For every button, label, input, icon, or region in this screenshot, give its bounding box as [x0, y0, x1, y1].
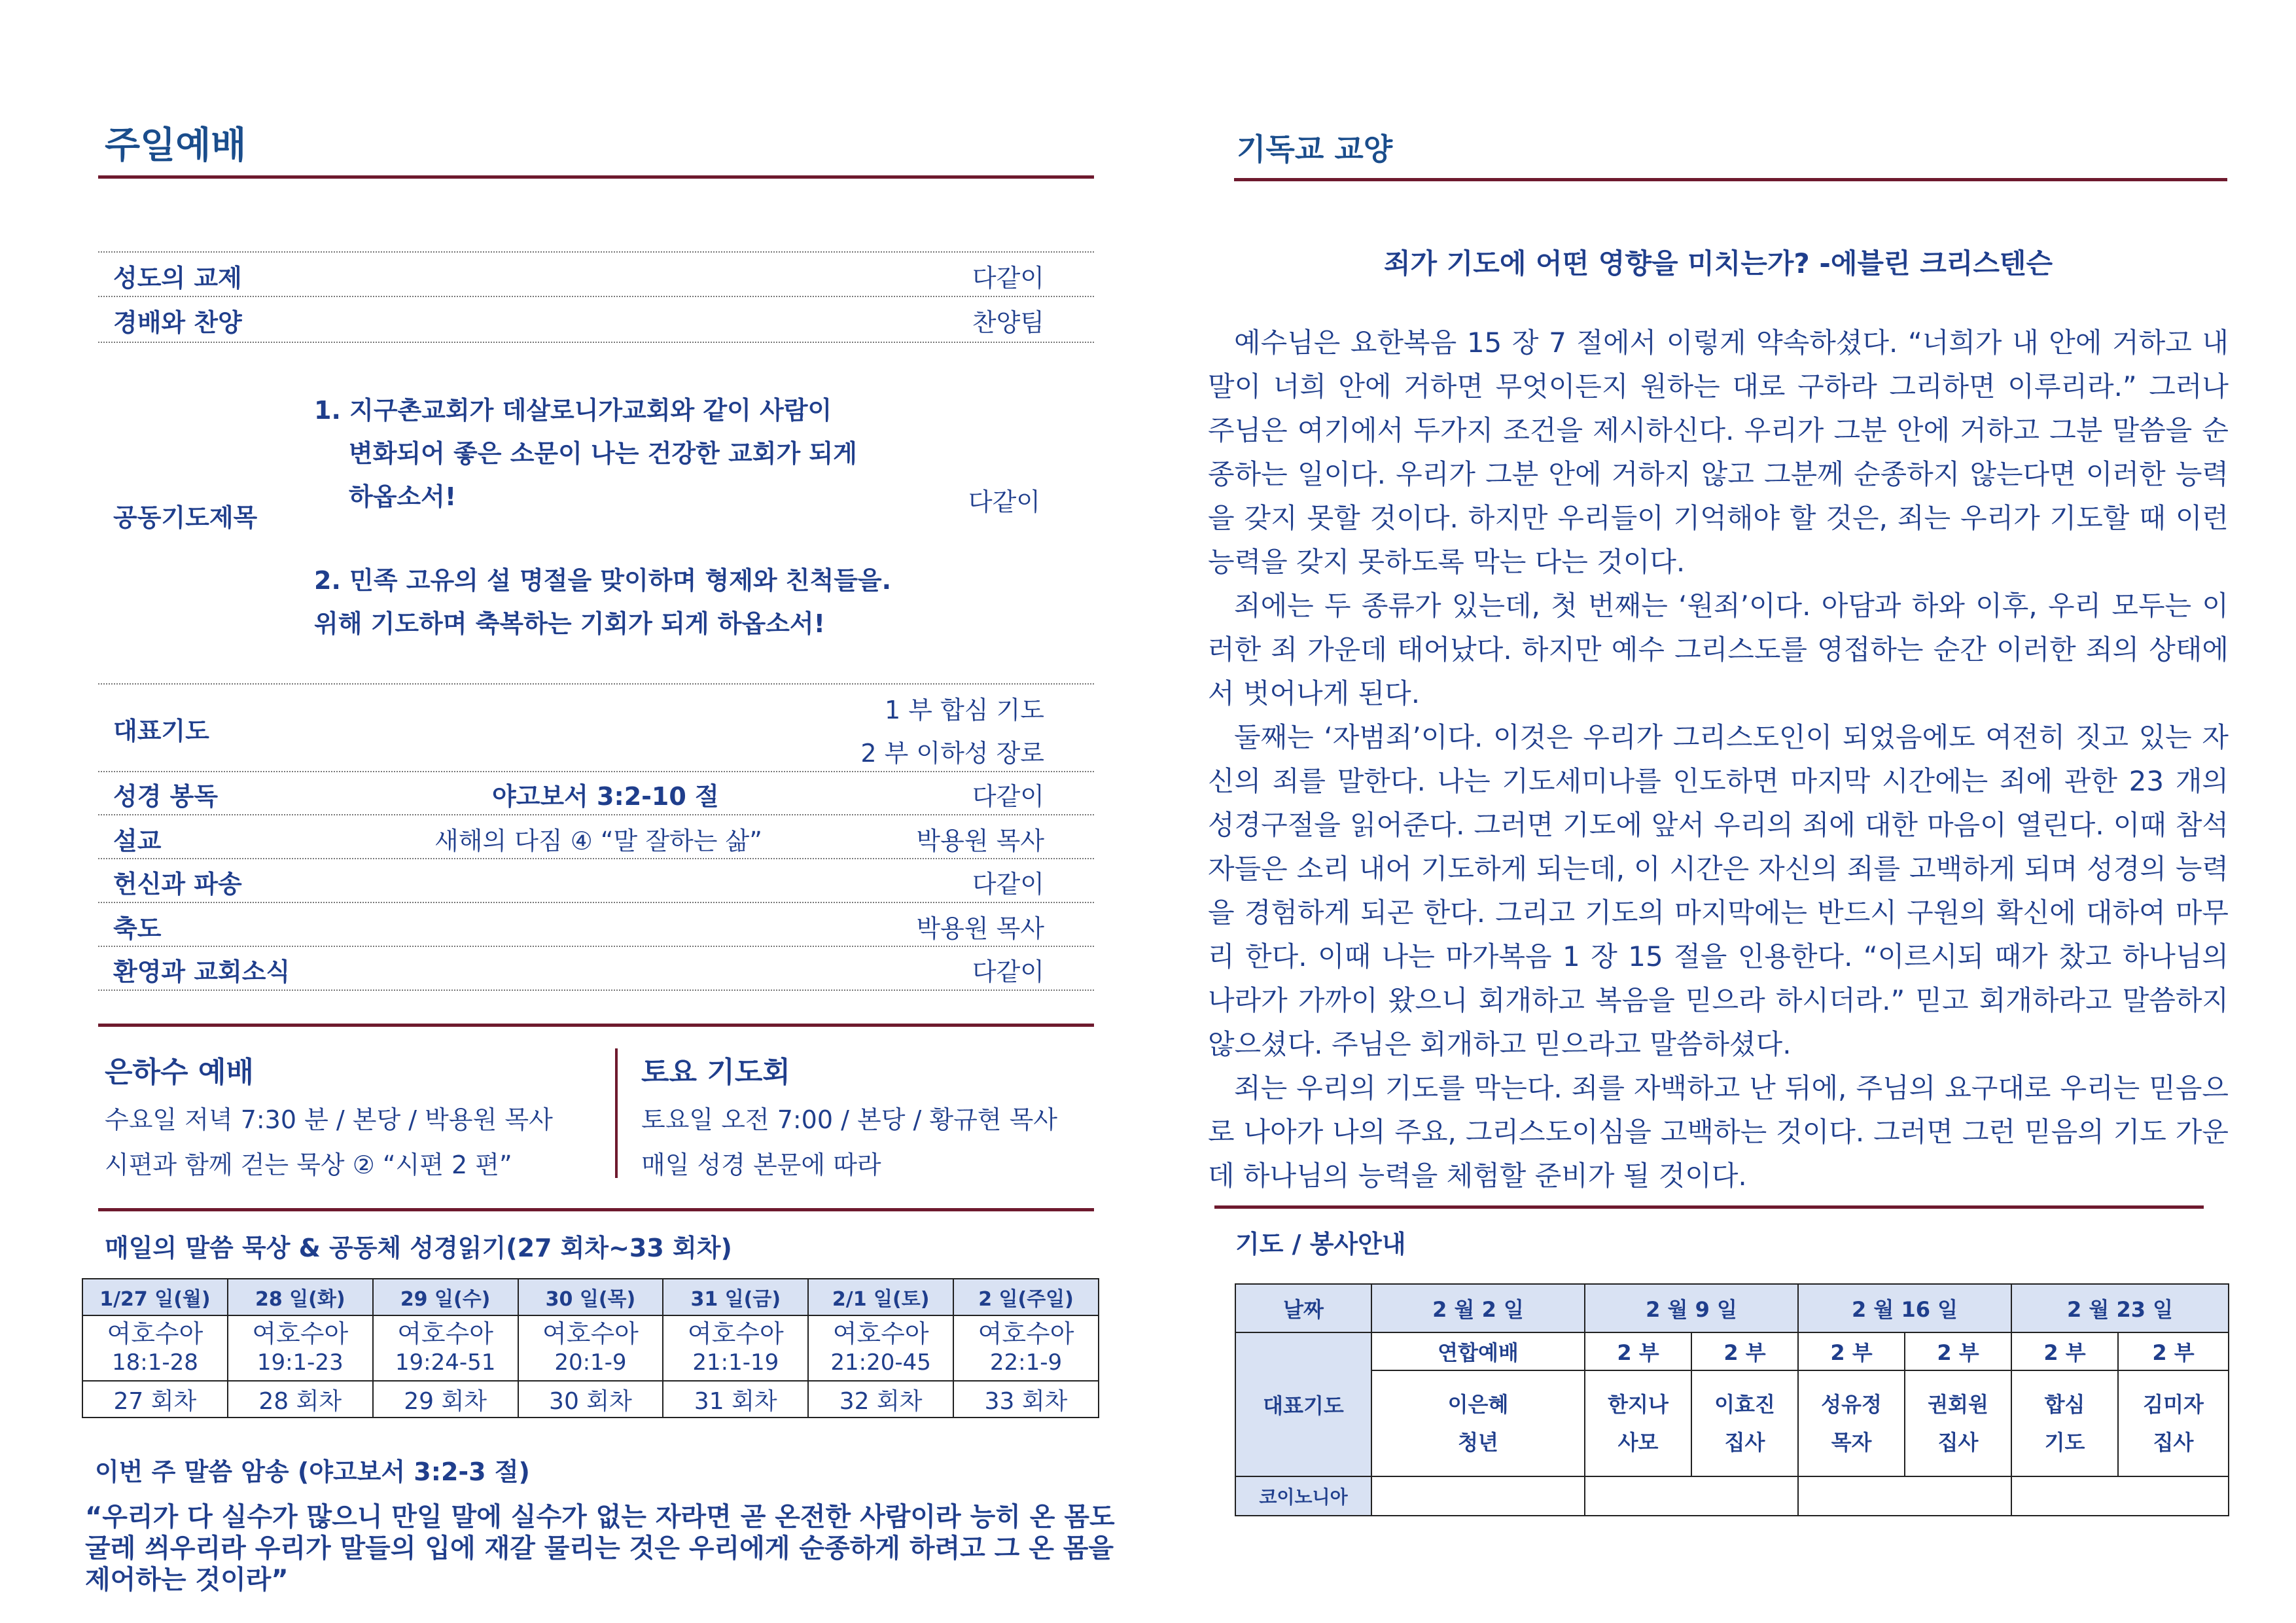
blessing-value: 박용원 목사 — [916, 914, 1044, 943]
prayer-topic-1-line: 하옵소서! — [349, 482, 457, 511]
prayer-topic-1-line: 1. 지구촌교회가 데살로니가교회와 같이 사람이 — [314, 396, 832, 425]
memory-verse-line: 제어하는 것이라” — [85, 1565, 289, 1595]
reading-cell — [82, 1315, 228, 1381]
reading-book: 여호수아 — [252, 1319, 349, 1348]
service-name — [2118, 1370, 2229, 1476]
name-line: 사모 — [1617, 1430, 1659, 1455]
reading-book: 여호수아 — [687, 1319, 784, 1348]
memory-title: 이번 주 말씀 암송 (야고보서 3:2-3 절) — [95, 1457, 530, 1486]
reading-cell — [228, 1315, 373, 1381]
empty-cell — [1371, 1476, 1585, 1516]
reading-ref: 18:1-28 — [111, 1349, 198, 1376]
service-table — [1235, 1283, 2229, 1516]
divider — [98, 902, 1094, 903]
reading-ref: 21:1-19 — [692, 1349, 779, 1376]
order-value: 다같이 — [972, 264, 1044, 293]
article-paragraph: 둘째는 ‘자범죄’이다. 이것은 우리가 그리스도인이 되었음에도 여전히 짓고 있는 자신의 죄를 말한다. 나는 기도세미나를 인도하면 마지막 시간에는 죄에 관한 23 개의 성경구절을 읽어준다. 그러면 기도에 앞서 우리의 죄에 대한 마음이 열린다. 이때 참석자들은 소리 내어 기도하게 되는데, 이 시간은 자신의 죄를 고백하게 되며 성경의 능력을 경험하게 되곤 한다. 그리고 기도의 마지막에는 반드시 구원의 확신에 대하여 마무리 한다. 이때 나는 마가복음 1 장 15 절을 인용한다. “이르시되 때가 찼고 하나님의 나라가 가까이 왔으니 회개하고 복음을 믿으라 하시더라.” 믿고 회개하라고 말씀하지 않으셨다. 주님은 회개하고 믿으라고 말씀하셨다. — [1208, 721, 2229, 1060]
divider — [98, 251, 1094, 253]
service-date: 2 월 23 일 — [2011, 1284, 2229, 1332]
reading-book: 여호수아 — [397, 1319, 494, 1348]
wednesday-line: 시편과 함께 걷는 묵상 ② “시편 2 편” — [105, 1150, 512, 1179]
service-name — [1905, 1370, 2011, 1476]
article-paragraph: 죄는 우리의 기도를 막는다. 죄를 자백하고 난 뒤에, 주님의 요구대로 우리는 믿음으로 나아가 나의 주요, 그리스도이심을 고백하는 것이다. 그러면 그런 믿음의 기도 가운데 하나님의 능력을 체험할 준비가 될 것이다. — [1208, 1072, 2229, 1192]
sermon-title: 새해의 다짐 ④ “말 잘하는 삶” — [434, 827, 762, 855]
saturday-line: 토요일 오전 7:00 / 본당 / 황규현 목사 — [641, 1105, 1057, 1134]
divider — [98, 946, 1094, 947]
reading-cell — [373, 1315, 518, 1381]
name-line: 성유정 — [1821, 1392, 1882, 1417]
reading-book: 여호수아 — [978, 1319, 1074, 1348]
rep-prayer-label: 대표기도 — [113, 717, 209, 745]
reading-book: 여호수아 — [832, 1319, 929, 1348]
service-subhead: 2 부 — [1585, 1332, 1691, 1370]
scripture-passage: 야고보서 3:2-10 절 — [492, 782, 719, 811]
reading-day: 28 일(화) — [228, 1279, 373, 1315]
name-line: 목자 — [1831, 1430, 1872, 1455]
reading-table — [82, 1278, 1099, 1418]
offering-label: 헌신과 파송 — [113, 870, 242, 899]
sermon-label: 설교 — [113, 827, 162, 855]
wednesday-title: 은하수 예배 — [105, 1056, 254, 1089]
service-name — [1691, 1370, 1798, 1476]
reading-cell — [518, 1315, 663, 1381]
welcome-label: 환영과 교회소식 — [113, 957, 291, 986]
divider — [1214, 1205, 2204, 1209]
blessing-label: 축도 — [113, 914, 162, 943]
name-line: 합심 — [2044, 1392, 2085, 1417]
reading-day: 29 일(수) — [373, 1279, 518, 1315]
reading-cell — [663, 1315, 808, 1381]
reading-ref: 19:1-23 — [256, 1349, 344, 1376]
divider — [98, 814, 1094, 815]
name-line: 집사 — [1937, 1430, 1979, 1455]
divider — [98, 296, 1094, 297]
divider — [98, 1208, 1094, 1211]
service-subhead: 2 부 — [1691, 1332, 1798, 1370]
reading-cell — [953, 1315, 1099, 1381]
article-title: 죄가 기도에 어떤 영향을 미치는가? -에블린 크리스텐슨 — [1383, 247, 2053, 279]
offering-value: 다같이 — [972, 870, 1044, 899]
reading-ref: 19:24-51 — [395, 1349, 496, 1376]
wednesday-line: 수요일 저녁 7:30 분 / 본당 / 박용원 목사 — [105, 1105, 553, 1134]
reading-title: 매일의 말씀 묵상 & 공동체 성경읽기(27 회차~33 회차) — [105, 1234, 732, 1262]
section-title: 기독교 교양 — [1237, 132, 1393, 167]
reading-count: 29 회차 — [373, 1381, 518, 1418]
name-line: 집사 — [1724, 1430, 1765, 1455]
order-label: 성도의 교제 — [113, 264, 242, 293]
name-line: 김미자 — [2143, 1392, 2204, 1417]
service-subhead: 2 부 — [2011, 1332, 2118, 1370]
article-body — [1208, 321, 2229, 1198]
service-subhead: 2 부 — [2118, 1332, 2229, 1370]
reading-count: 31 회차 — [663, 1381, 808, 1418]
service-name — [1585, 1370, 1691, 1476]
prayer-topics-label: 공동기도제목 — [113, 503, 258, 532]
service-name — [1798, 1370, 1905, 1476]
rep-prayer-line: 1 부 합심 기도 — [885, 696, 1044, 724]
empty-cell — [2011, 1476, 2229, 1516]
prayer-topic-2-line: 위해 기도하며 축복하는 기회가 되게 하옵소서! — [314, 609, 825, 638]
name-line: 집사 — [2153, 1430, 2194, 1455]
saturday-line: 매일 성경 본문에 따라 — [641, 1150, 881, 1179]
name-line: 이효진 — [1714, 1392, 1775, 1417]
service-subhead: 2 부 — [1798, 1332, 1905, 1370]
reading-count: 32 회차 — [808, 1381, 953, 1418]
divider — [98, 175, 1094, 179]
scripture-value: 다같이 — [972, 782, 1044, 811]
divider — [98, 1024, 1094, 1027]
reading-count: 33 회차 — [953, 1381, 1099, 1418]
service-title: 기도 / 봉사안내 — [1235, 1230, 1406, 1258]
service-date: 2 월 16 일 — [1798, 1284, 2011, 1332]
reading-count: 30 회차 — [518, 1381, 663, 1418]
service-date: 2 월 9 일 — [1585, 1284, 1798, 1332]
empty-cell — [1798, 1476, 2011, 1516]
reading-book: 여호수아 — [107, 1319, 203, 1348]
saturday-title: 토요 기도회 — [641, 1056, 790, 1089]
order-label: 경배와 찬양 — [113, 308, 242, 337]
divider — [98, 771, 1094, 772]
rep-prayer-line: 2 부 이하성 장로 — [860, 739, 1044, 768]
scripture-label: 성경 봉독 — [113, 782, 219, 811]
divider — [98, 342, 1094, 343]
name-line: 한지나 — [1608, 1392, 1669, 1417]
prayer-topic-1-line: 변화되어 좋은 소문이 나는 건강한 교회가 되게 — [349, 439, 857, 468]
article-paragraph: 죄에는 두 종류가 있는데, 첫 번째는 ‘원죄’이다. 아담과 하와 이후, 우리 모두는 이러한 죄 가운데 태어났다. 하지만 예수 그리스도를 영접하는 순간 이러한 죄의 상태에서 벗어나게 된다. — [1208, 590, 2229, 709]
vertical-divider — [615, 1048, 618, 1178]
welcome-value: 다같이 — [972, 957, 1044, 986]
reading-count: 27 회차 — [82, 1381, 228, 1418]
name-line: 기도 — [2044, 1430, 2085, 1455]
reading-day: 2/1 일(토) — [808, 1279, 953, 1315]
reading-day: 2 일(주일) — [953, 1279, 1099, 1315]
divider — [98, 858, 1094, 859]
reading-ref: 22:1-9 — [989, 1349, 1063, 1376]
reading-count: 28 회차 — [228, 1381, 373, 1418]
prayer-topics-value: 다같이 — [968, 488, 1040, 516]
koinonia-label: 코이노니아 — [1235, 1476, 1371, 1516]
memory-verse-line: “우리가 다 실수가 많으니 만일 말에 실수가 없는 자라면 곧 온전한 사람이라 능히 온 몸도 — [85, 1502, 1115, 1532]
empty-cell — [1585, 1476, 1798, 1516]
reading-ref: 21:20-45 — [830, 1349, 931, 1376]
service-subhead: 2 부 — [1905, 1332, 2011, 1370]
reading-ref: 20:1-9 — [554, 1349, 627, 1376]
name-line: 청년 — [1458, 1430, 1498, 1455]
memory-verse-line: 굴레 씌우리라 우리가 말들의 입에 재갈 물리는 것은 우리에게 순종하게 하려고 그 온 몸을 — [85, 1533, 1114, 1563]
order-value: 찬양팀 — [972, 308, 1044, 337]
service-row-label: 대표기도 — [1235, 1332, 1371, 1476]
wednesday-service — [105, 1048, 553, 1181]
reading-cell — [808, 1315, 953, 1381]
reading-day: 30 일(목) — [518, 1279, 663, 1315]
sermon-value: 박용원 목사 — [916, 827, 1044, 855]
service-date-header: 날짜 — [1235, 1284, 1371, 1332]
name-line: 권회원 — [1928, 1392, 1988, 1417]
service-name — [2011, 1370, 2118, 1476]
divider — [1234, 178, 2227, 181]
divider — [98, 683, 1094, 685]
service-date: 2 월 2 일 — [1371, 1284, 1585, 1332]
reading-book: 여호수아 — [542, 1319, 639, 1348]
service-subhead: 연합예배 — [1371, 1332, 1585, 1370]
service-name — [1371, 1370, 1585, 1476]
reading-day: 31 일(금) — [663, 1279, 808, 1315]
article-paragraph: 예수님은 요한복음 15 장 7 절에서 이렇게 약속하셨다. “너희가 내 안에 거하고 내 말이 너희 안에 거하면 무엇이든지 원하는 대로 구하라 그리하면 이루리라.” 그러나 주님은 여기에서 두가지 조건을 제시하신다. 우리가 그분 안에 거하고 그분 말씀을 순종하는 일이다. 우리가 그분 안에 거하지 않고 그분께 순종하지 않는다면 이러한 능력을 갖지 못할 것이다. 하지만 우리들이 기억해야 할 것은, 죄는 우리가 기도할 때 이런 능력을 갖지 못하도록 막는 다는 것이다. — [1208, 327, 2229, 578]
page-title: 주일예배 — [105, 124, 247, 167]
saturday-service — [641, 1048, 1057, 1181]
prayer-topic-2-line: 2. 민족 고유의 설 명절을 맞이하며 형제와 친척들을. — [314, 566, 892, 595]
divider — [98, 990, 1094, 991]
reading-day: 1/27 일(월) — [82, 1279, 228, 1315]
name-line: 이은혜 — [1447, 1392, 1509, 1417]
